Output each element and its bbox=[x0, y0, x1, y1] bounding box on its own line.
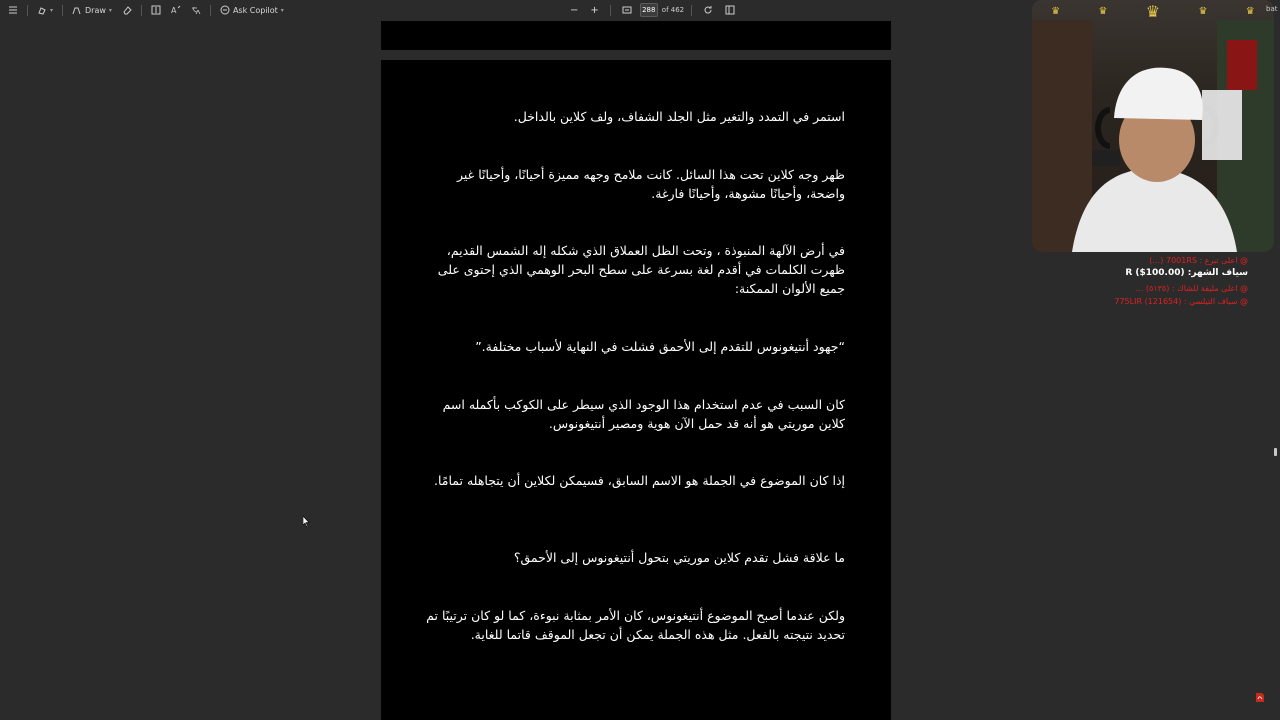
page-number-input[interactable] bbox=[640, 3, 658, 17]
toolbar-divider bbox=[610, 5, 611, 16]
page-view-icon bbox=[725, 5, 735, 15]
paragraph-4: “جهود أنتيغونوس للتقدم إلى الأحمق فشلت في النهاية لأسباب مختلفة.” bbox=[475, 339, 845, 354]
fit-width-icon bbox=[622, 5, 632, 15]
eraser-icon bbox=[122, 5, 132, 15]
minus-icon: − bbox=[570, 4, 579, 16]
text-box-button[interactable] bbox=[147, 2, 165, 18]
paragraph-8: ولكن عندما أصبح الموضوع أنتيغونوس، كان الأمر بمثابة نبوءة، كما لو كان ترتيبًا تم تحديد نتيجته بالفعل. مثل هذه الجملة يمكن أن تجعل الموقف قاتما للغاية. bbox=[426, 608, 845, 642]
ask-copilot-button[interactable] bbox=[216, 2, 288, 18]
draw-button[interactable] bbox=[68, 2, 116, 18]
copilot-icon bbox=[220, 5, 230, 15]
erase-button[interactable] bbox=[118, 2, 136, 18]
chevron-down-icon: ▾ bbox=[280, 6, 284, 14]
rotate-button[interactable] bbox=[699, 2, 717, 18]
paragraph-5: كان السبب في عدم استخدام هذا الوجود الذي سيطر على الكوكب بأكمله اسم كلاين موريتي هو أنه قد حمل الآن هوية ومصير أنتيغونوس. bbox=[442, 397, 845, 431]
mouse-cursor-icon bbox=[303, 516, 311, 527]
ask-copilot-label: Ask Copilot bbox=[232, 5, 278, 15]
toolbar-divider bbox=[141, 5, 142, 16]
paragraph-2: ظهر وجه كلاين تحت هذا السائل. كانت ملامح وجهه مميزة أحيانًا، وأحيانًا غير واضحة، وأحيانًا مشوهة، وأحيانًا فارغة. bbox=[457, 167, 845, 201]
svg-text:A: A bbox=[170, 6, 177, 15]
pdf-page bbox=[381, 60, 891, 720]
crown-icon: ♛ bbox=[1245, 5, 1255, 17]
highlight-button[interactable] bbox=[33, 2, 57, 18]
crown-icon: ♛ bbox=[1145, 1, 1161, 21]
list-icon bbox=[8, 5, 18, 15]
zoom-out-button[interactable] bbox=[566, 2, 582, 18]
overlay-month-supporter: سياف الشهر: (100.00$) R bbox=[1125, 268, 1248, 278]
fit-page-button[interactable] bbox=[618, 2, 636, 18]
read-aloud-icon bbox=[171, 5, 181, 15]
contents-button[interactable] bbox=[4, 2, 22, 18]
rotate-icon bbox=[703, 5, 713, 15]
paragraph-6: إذا كان الموضوع في الجملة هو الاسم السابق، فسيمكن لكلاين أن يتجاهله تمامًا. bbox=[434, 473, 845, 488]
crown-icon: ♛ bbox=[1198, 5, 1208, 17]
plus-icon: + bbox=[590, 4, 599, 16]
scrollbar-thumb[interactable] bbox=[1274, 448, 1277, 456]
toolbar-divider bbox=[27, 5, 28, 16]
overlay-top-bits: @ سياف التيلسي : 775LIR (121654) bbox=[1114, 297, 1248, 306]
toolbar-divider bbox=[62, 5, 63, 16]
paragraph-1: استمر في التمدد والتغير مثل الجلد الشفاف، ولف كلاين بالداخل. bbox=[513, 109, 845, 124]
overlay-top-donation: @ اعلى تبرع : 7001RS (…) bbox=[1149, 256, 1248, 265]
streamer-silhouette bbox=[1032, 0, 1274, 252]
pen-icon bbox=[72, 5, 82, 15]
crown-icon: ♛ bbox=[1051, 5, 1061, 17]
paragraph-3: في أرض الآلهة المنبوذة ، وتحت الظل العملاق الذي شكله إله الشمس القديم، ظهرت الكلمات في أقدم لغة بسرعة على سطح البحر الوهمي الذي إحتوى على جميع الألوان الممكنة: bbox=[437, 243, 845, 296]
translate-icon bbox=[191, 5, 201, 15]
read-aloud-button[interactable] bbox=[167, 2, 185, 18]
overlay-bat-label: bat bbox=[1266, 5, 1278, 13]
toolbar-divider bbox=[691, 5, 692, 16]
highlighter-icon bbox=[37, 5, 47, 15]
chevron-down-icon: ▾ bbox=[108, 6, 112, 14]
text-box-icon bbox=[151, 5, 161, 15]
overlay-top-sub: @ اعلى مليقة للشاك : (٥١٣٥) ... bbox=[1135, 284, 1248, 293]
page-total: of 462 bbox=[661, 6, 685, 14]
chevron-down-icon: ▾ bbox=[50, 6, 54, 14]
zoom-in-button[interactable] bbox=[586, 2, 602, 18]
paragraph-7: ما علاقة فشل تقدم كلاين موريتي بتحول أنتيغونوس إلى الأحمق؟ bbox=[513, 550, 845, 565]
webcam-overlay bbox=[1032, 0, 1274, 252]
previous-page bbox=[381, 21, 891, 50]
pdf-icon bbox=[1255, 692, 1265, 703]
draw-label: Draw bbox=[85, 5, 106, 15]
page-view-button[interactable] bbox=[721, 2, 739, 18]
translate-button[interactable] bbox=[187, 2, 205, 18]
toolbar-divider bbox=[210, 5, 211, 16]
crown-icon: ♛ bbox=[1098, 5, 1108, 17]
